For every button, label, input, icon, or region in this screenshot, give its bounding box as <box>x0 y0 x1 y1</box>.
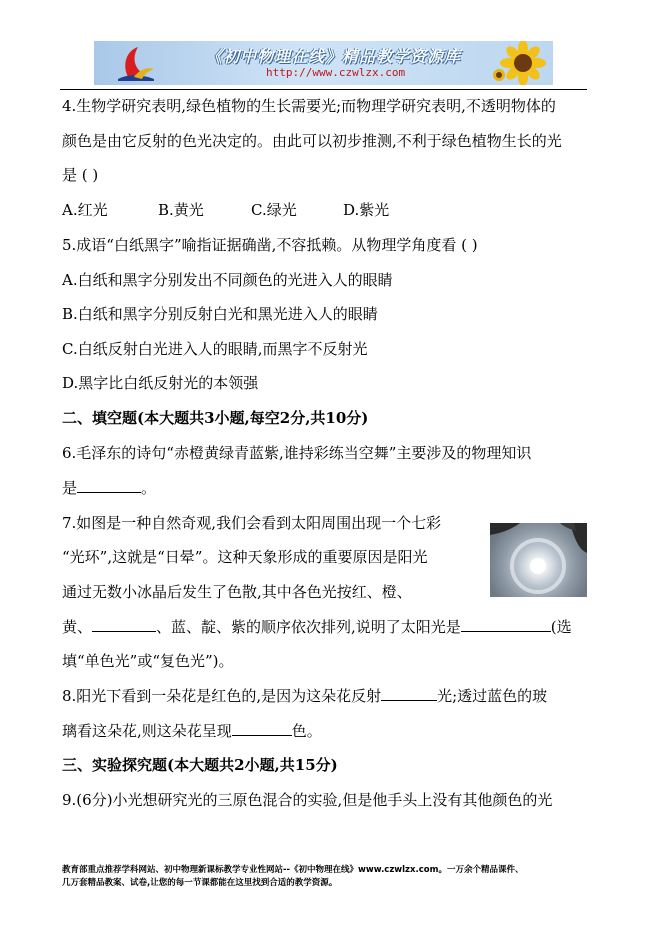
q6-line-1: 6.毛泽东的诗句“赤橙黄绿青蓝紫,谁持彩练当空舞”主要涉及的物理知识 <box>62 444 532 462</box>
q6-line-2 <box>62 478 156 498</box>
sunflower-icon <box>489 41 549 85</box>
q8-blank-1[interactable] <box>381 686 437 701</box>
q7-text-b: 、蓝、靛、紫的顺序依次排列,说明了太阳光是 <box>156 618 461 636</box>
footer-line-1: 教育部重点推荐学科网站、初中物理新课标教学专业性网站--《初中物理在线》www.czwlzx.com。一万余个精品课件、 <box>62 865 524 875</box>
q8-text-d: 色。 <box>291 722 322 740</box>
q7-line-5: 填“单色光”或“复色光”)。 <box>62 652 234 670</box>
q5-option-d: D.黑字比白纸反射光的本领强 <box>62 374 259 392</box>
q6-text-a: 是 <box>62 479 78 497</box>
q4-option-a: A.红光 <box>62 201 108 219</box>
q8-line-1 <box>62 686 547 706</box>
footer-line-2: 几万套精品教案、试卷,让您的每一节课都能在这里找到合适的教学资源。 <box>62 878 338 888</box>
sun-halo-image <box>490 523 587 597</box>
banner-title: 《初中物理在线》精品教学资源库 <box>206 47 462 66</box>
q7-text-a: 黄、 <box>62 618 93 636</box>
q4-line-3: 是 ( ) <box>62 166 99 184</box>
q8-text-a: 8.阳光下看到一朵花是红色的,是因为这朵花反射 <box>62 687 382 705</box>
q9-line-1: 9.(6分)小光想研究光的三原色混合的实验,但是他手头上没有其他颜色的光 <box>62 791 553 809</box>
section-2-heading: 二、填空题(本大题共3小题,每空2分,共10分) <box>62 409 369 427</box>
q8-line-2 <box>62 721 322 741</box>
q7-blank-2[interactable] <box>461 617 551 632</box>
q4-option-d: D.紫光 <box>343 201 390 219</box>
q8-blank-2[interactable] <box>232 721 292 736</box>
q7-line-2: “光环”,这就是“日晕”。这种天象形成的重要原因是阳光 <box>62 548 428 566</box>
q7-line-4 <box>62 617 572 637</box>
site-logo-icon <box>108 43 158 83</box>
q7-text-c: (选 <box>550 618 572 636</box>
q7-blank-1[interactable] <box>92 617 156 632</box>
q7-line-3: 通过无数小冰晶后发生了色散,其中各色光按红、橙、 <box>62 583 412 601</box>
banner-url: http://www.czwlzx.com <box>266 66 406 79</box>
q4-option-b: B.黄光 <box>158 201 204 219</box>
header-banner <box>94 41 553 85</box>
q5-stem: 5.成语“白纸黑字”喻指证据确凿,不容抵赖。从物理学角度看 ( ) <box>62 236 478 254</box>
q5-option-b: B.白纸和黑字分别反射白光和黑光进入人的眼睛 <box>62 305 378 323</box>
q8-text-b: 光;透过蓝色的玻 <box>437 687 548 705</box>
q5-option-a: A.白纸和黑字分别发出不同颜色的光进入人的眼睛 <box>62 271 393 289</box>
q5-option-c: C.白纸反射白光进入人的眼睛,而黑字不反射光 <box>62 340 368 358</box>
q6-answer-blank[interactable] <box>77 478 141 493</box>
q4-line-1: 4.生物学研究表明,绿色植物的生长需要光;而物理学研究表明,不透明物体的 <box>62 97 556 115</box>
q4-line-2: 颜色是由它反射的色光决定的。由此可以初步推测,不利于绿色植物生长的光 <box>62 132 562 150</box>
q8-text-c: 璃看这朵花,则这朵花呈现 <box>62 722 232 740</box>
q6-text-b: 。 <box>141 479 157 497</box>
sun-halo-photo <box>490 523 587 597</box>
section-3-heading: 三、实验探究题(本大题共2小题,共15分) <box>62 756 338 774</box>
q4-option-c: C.绿光 <box>251 201 297 219</box>
q7-line-1: 7.如图是一种自然奇观,我们会看到太阳周围出现一个七彩 <box>62 514 442 532</box>
header-divider <box>60 89 587 90</box>
